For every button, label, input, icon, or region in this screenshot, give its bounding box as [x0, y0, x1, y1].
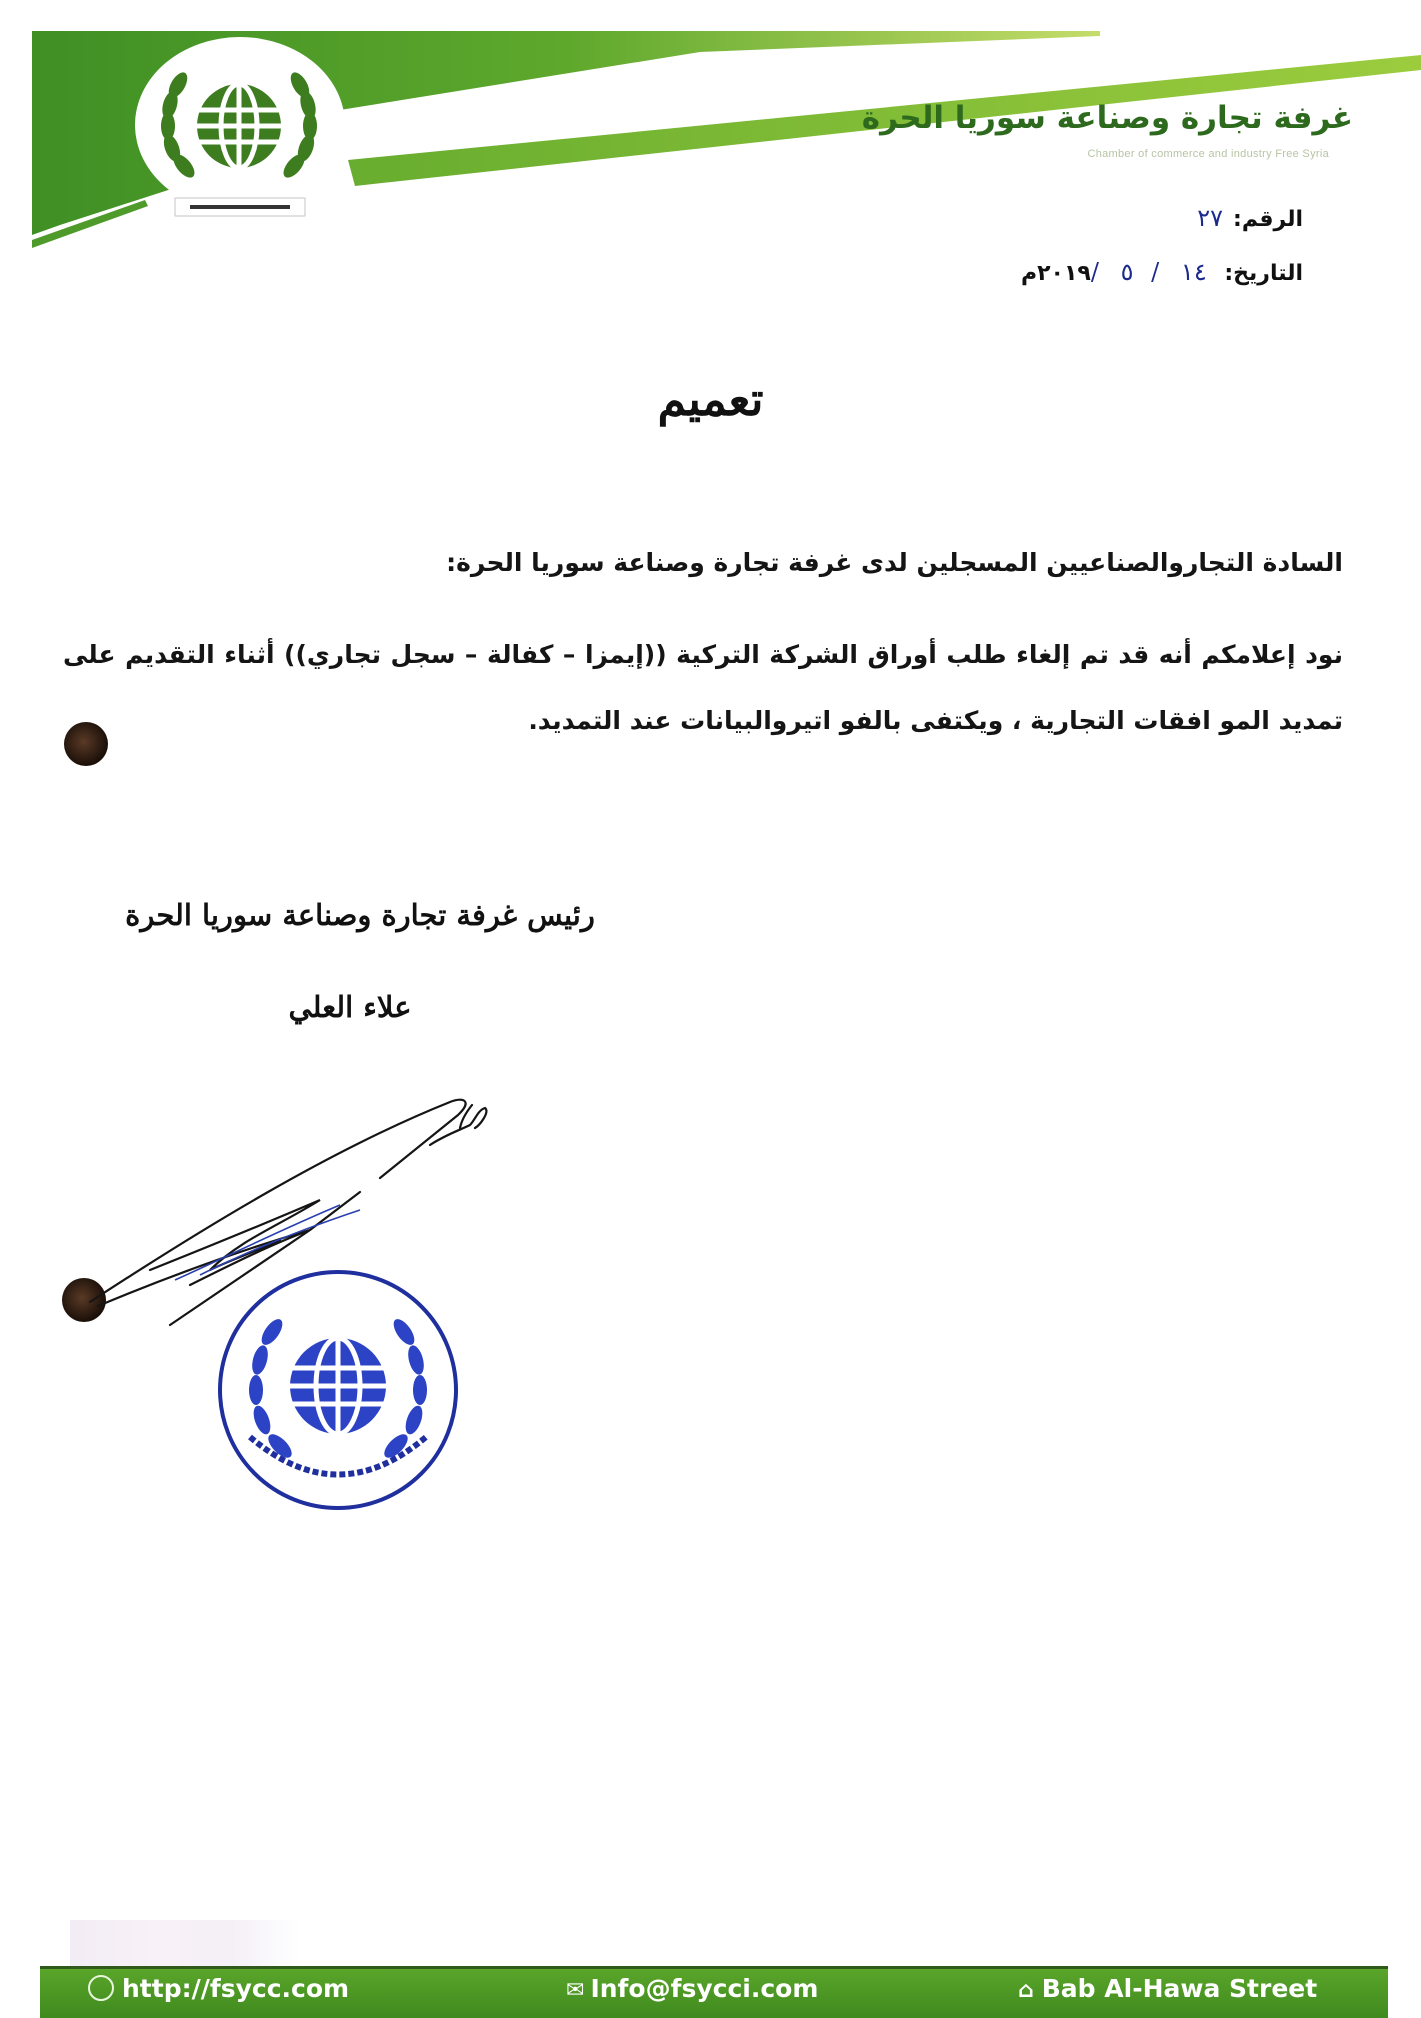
footer-address: ⌂ Bab Al-Hawa Street	[1018, 1974, 1318, 2003]
logo-banner-text-mark	[190, 205, 290, 209]
reference-number-label: الرقم:	[1233, 207, 1303, 232]
globe-icon	[88, 1975, 114, 2001]
signatory-title: رئيس غرفة تجارة وصناعة سوريا الحرة	[125, 898, 595, 932]
date-line: التاريخ: ١٤ / ٥ /٢٠١٩م	[1020, 258, 1303, 286]
date-year: ٢٠١٩م	[1020, 261, 1091, 286]
envelope-icon: ✉	[566, 1978, 585, 2003]
footer-email[interactable]: ✉ Info@fsycci.com	[566, 1974, 819, 2003]
date-month: ٥	[1120, 258, 1134, 286]
org-name-english: Chamber of commerce and industry Free Syria	[1087, 148, 1329, 160]
official-stamp	[210, 1262, 466, 1518]
org-name-arabic: غرفة تجارة وصناعة سوريا الحرة	[861, 100, 1353, 136]
date-label: التاريخ:	[1224, 261, 1303, 286]
footer-fade	[70, 1920, 300, 1968]
reference-number-line	[1197, 204, 1303, 232]
document-title: تعميم	[657, 372, 764, 426]
reference-number-value: ٢٧	[1197, 204, 1224, 232]
addressee-line: السادة التجاروالصناعيين المسجلين لدى غرفة تجارة وصناعة سوريا الحرة:	[446, 548, 1343, 577]
home-icon: ⌂	[1018, 1978, 1034, 2003]
date-day: ١٤	[1180, 258, 1207, 286]
body-paragraph: نود إعلامكم أنه قد تم إلغاء طلب أوراق الشركة التركية ((إيمزا – كفالة – سجل تجاري)) أثناء التقديم على تمديد المو افقات التجارية ، ويكتفى بالفو اتيروالبيانات عند التمديد.	[63, 640, 1343, 735]
footer-website[interactable]: http://fsycc.com	[88, 1974, 349, 2003]
punch-hole-upper	[64, 722, 108, 766]
signatory-name: علاء العلي	[288, 990, 412, 1024]
